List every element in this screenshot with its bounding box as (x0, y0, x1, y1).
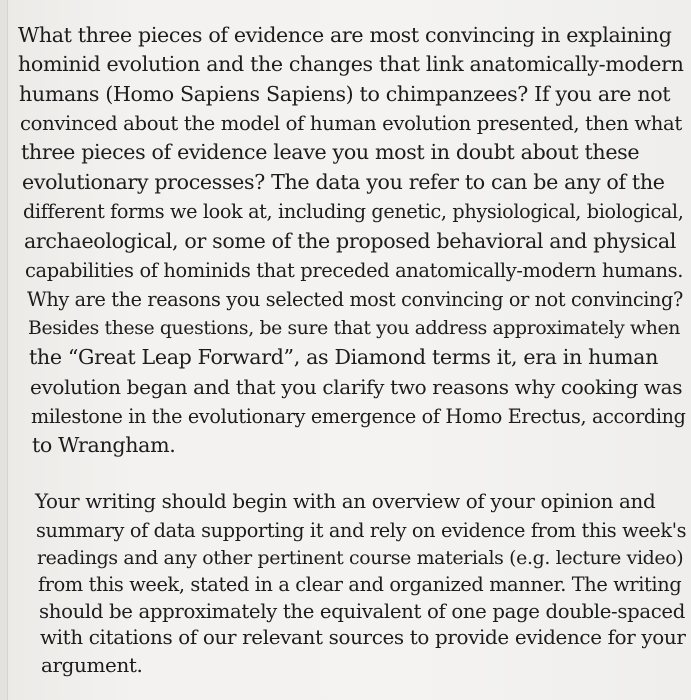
instructions-line: argument. (41, 654, 143, 677)
instructions-line: readings and any other pertinent course materials (e.g. lecture video) (37, 547, 684, 569)
question-line: three pieces of evidence leave you most in doubt about these (21, 140, 640, 164)
instructions-line: Your writing should begin with an overview of your opinion and (35, 490, 656, 513)
question-line: capabilities of hominids that preceded anatomically-modern humans. (25, 259, 684, 282)
question-line: milestone in the evolutionary emergence of Homo Erectus, according (31, 405, 686, 428)
question-line: different forms we look at, including genetic, physiological, biological, (23, 200, 684, 223)
instructions-line: should be approximately the equivalent of one page double-spaced (39, 600, 685, 623)
question-line: humans (Homo Sapiens Sapiens) to chimpanzees? If you are not (19, 82, 671, 106)
page-edge (0, 0, 8, 700)
question-line: the “Great Leap Forward”, as Diamond terms it, era in human (29, 345, 658, 369)
instructions-line: with citations of our relevant sources to provide evidence for your (40, 626, 686, 649)
question-line: to Wrangham. (32, 433, 176, 457)
question-line: Besides these questions, be sure that you address approximately when (28, 318, 680, 339)
question-line: evolutionary processes? The data you refer to can be any of the (22, 170, 665, 194)
question-line: What three pieces of evidence are most convincing in explaining (18, 23, 672, 47)
question-line: convinced about the model of human evolution presented, then what (20, 112, 682, 135)
instructions-line: summary of data supporting it and rely on evidence from this week's (36, 519, 687, 542)
instructions-line: from this week, stated in a clear and organized manner. The writing (38, 573, 682, 596)
question-line: hominid evolution and the changes that link anatomically-modern (18, 52, 684, 76)
question-line: archaeological, or some of the proposed behavioral and physical (24, 229, 677, 253)
question-line: evolution began and that you clarify two reasons why cooking was (30, 375, 683, 399)
question-line: Why are the reasons you selected most convincing or not convincing? (27, 288, 683, 311)
